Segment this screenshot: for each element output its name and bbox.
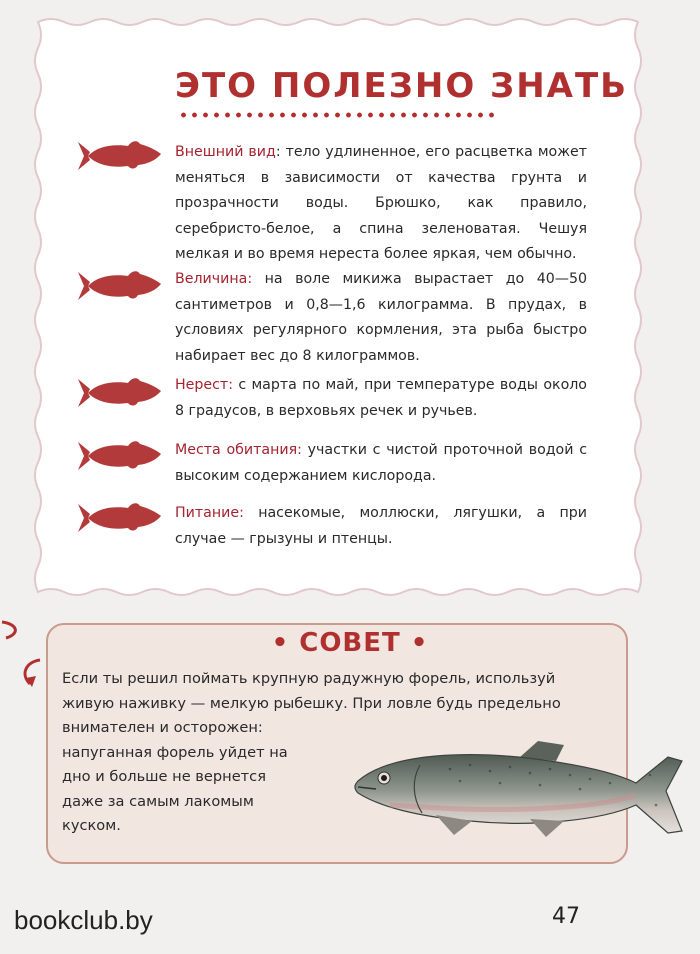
item-text: насекомые, моллюски, лягушки, а при случае — грызуны и птенцы. [175,505,587,547]
tip-line: куском. [62,817,121,834]
tip-line: Если ты решил поймать крупную радужную форель, используй [62,670,556,687]
item-text: на воле микижа вырастает до 40—50 сантиметров и 0,8—1,6 килограмма. В прудах, в условиях регулярного кормления, эта рыба быстро набирает вес до 8 килограммов. [175,271,587,364]
item-label: Питание: [175,505,244,521]
item-label: Места обитания: [175,442,302,458]
tip-title: • СОВЕТ • [271,628,429,658]
fish-icon [76,438,162,474]
site-watermark: bookclub.by [14,905,153,935]
tip-line: дно и больше не вернется [62,768,266,785]
item-label: Внешний вид [175,144,276,160]
tip-line: внимателен и осторожен: [62,719,263,736]
fish-icon [76,268,162,304]
item-text: участки с чистой проточной водой с высоким содержанием кислорода. [175,442,587,484]
item-text: : тело удлиненное, его расцветка может меняться в зависимости от качества грунта и прозрачности воды. Брюшко, как правило, серебристо-белое, а спина зеленоватая. Чешуя мелкая и во время нереста более яркая, чем обычно. [175,144,587,262]
fish-icon [76,138,162,174]
tip-line: живую наживку — мелкую рыбешку. При ловле будь предельно [62,694,561,712]
fish-icon [76,375,162,411]
tip-line: напуганная форель уйдет на [62,743,288,761]
page-title: ЭТО ПОЛЕЗНО ЗНАТЬ [175,66,629,106]
tip-line: даже за самым лакомым [62,792,254,810]
dotted-divider [178,112,494,118]
page-number: 47 [552,904,580,929]
item-label: Величина: [175,271,253,287]
fish-icon [76,500,162,536]
trout-illustration [350,735,690,845]
item-text: с марта по май, при температуре воды около 8 градусов, в верховьях речек и ручьев. [175,377,587,419]
item-label: Нерест: [175,377,233,393]
